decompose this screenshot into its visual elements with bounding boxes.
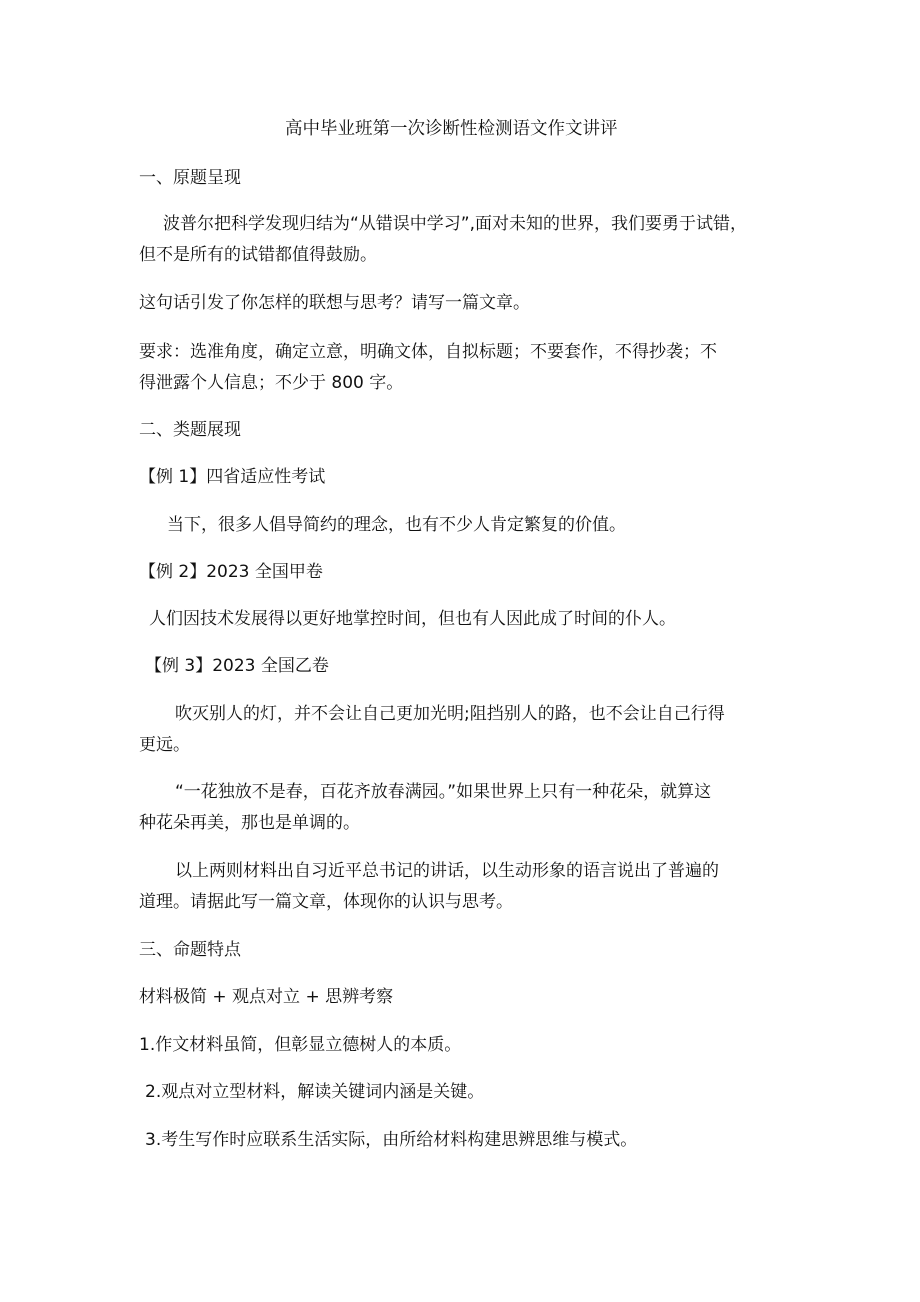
example3-p3-line1: 以上两则材料出自习近平总书记的讲话，以生动形象的语言说出了普遍的 bbox=[175, 861, 719, 881]
example3-p2-line1: “一花独放不是春，百花齐放春满园。”如果世界上只有一种花朵，就算这 bbox=[175, 782, 712, 802]
requirement-line-2: 得泄露个人信息；不少于 800 字。 bbox=[139, 373, 404, 393]
material-line-2: 但不是所有的试错都值得鼓励。 bbox=[139, 245, 377, 265]
feature-point-1: 1.作文材料虽简，但彰显立德树人的本质。 bbox=[139, 1035, 462, 1055]
example2-label: 【例 2】2023 全国甲卷 bbox=[139, 562, 323, 582]
example1-text: 当下，很多人倡导简约的理念，也有不少人肯定繁复的价值。 bbox=[167, 515, 626, 535]
document-title: 高中毕业班第一次诊断性检测语文作文讲评 bbox=[285, 119, 618, 139]
section1-heading: 一、原题呈现 bbox=[139, 168, 241, 188]
features-summary: 材料极简 + 观点对立 + 思辨考察 bbox=[139, 987, 394, 1007]
example3-p1-line1: 吹灭别人的灯，并不会让自己更加光明;阻挡别人的路，也不会让自己行得 bbox=[175, 704, 725, 724]
section2-heading: 二、类题展现 bbox=[139, 420, 241, 440]
material-line-1: 波普尔把科学发现归结为“从错误中学习”,面对未知的世界，我们要勇于试错， bbox=[163, 214, 748, 234]
example3-p2-line2: 种花朵再美，那也是单调的。 bbox=[139, 813, 360, 833]
requirement-line-1: 要求：选准角度，确定立意，明确文体，自拟标题；不要套作，不得抄袭；不 bbox=[139, 342, 717, 362]
example3-label: 【例 3】2023 全国乙卷 bbox=[145, 656, 329, 676]
writing-prompt: 这句话引发了你怎样的联想与思考？请写一篇文章。 bbox=[139, 293, 530, 313]
feature-point-2: 2.观点对立型材料，解读关键词内涵是关键。 bbox=[145, 1082, 485, 1102]
example3-p1-line2: 更远。 bbox=[139, 735, 190, 755]
feature-point-3: 3.考生写作时应联系生活实际，由所给材料构建思辨思维与模式。 bbox=[145, 1130, 638, 1150]
section3-heading: 三、命题特点 bbox=[139, 940, 241, 960]
example3-p3-line2: 道理。请据此写一篇文章，体现你的认识与思考。 bbox=[139, 892, 513, 912]
example2-text: 人们因技术发展得以更好地掌控时间，但也有人因此成了时间的仆人。 bbox=[149, 609, 676, 629]
example1-label: 【例 1】四省适应性考试 bbox=[139, 467, 326, 487]
